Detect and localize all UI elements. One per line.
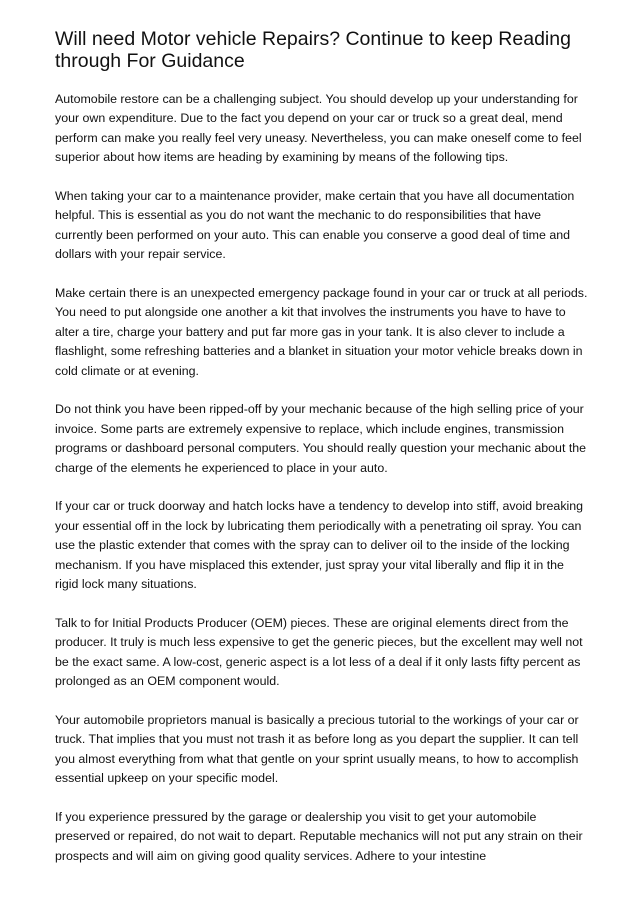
paragraph-1: Automobile restore can be a challenging subject. You should develop up your understanding for your own expenditure. Due to the fact you depend on your car or truck so a great deal, mend perform can make you really feel very uneasy. Nevertheless, you can make oneself come to feel superior about how items are heading by examining by means of the following tips. bbox=[55, 92, 582, 165]
document-title: Will need Motor vehicle Repairs? Continue to keep Reading through For Guidance bbox=[55, 28, 571, 72]
paragraph-6: Talk to for Initial Products Producer (OEM) pieces. These are original elements direct from the producer. It truly is much less expensive to get the generic pieces, but the excellent may well not be the exact same. A low-cost, generic aspect is a lot less of a deal if it only lasts fifty percent as prolonged as an OEM component would. bbox=[55, 615, 583, 689]
paragraph-8: If you experience pressured by the garage or dealership you visit to get your automobile preserved or repaired, do not wait to depart. Reputable mechanics will not put any strain on their prospects and will aim on giving good quality services. Adhere to your intestine bbox=[55, 809, 583, 863]
paragraph-5: If your car or truck doorway and hatch locks have a tendency to develop into stiff, avoid breaking your essential off in the lock by lubricating them periodically with a penetrating oil spray. You can use the plastic extender that comes with the spray can to deliver oil to the inside of the locking mechanism. If you have misplaced this extender, just spray your vital liberally and flip it in the rigid lock many situations. bbox=[55, 499, 584, 592]
paragraph-2: When taking your car to a maintenance provider, make certain that you have all documentation helpful. This is essential as you do not want the mechanic to do responsibilities that have currently been performed on your auto. This can enable you conserve a good deal of time and dollars with your repair service. bbox=[55, 189, 575, 262]
paragraph-7: Your automobile proprietors manual is basically a precious tutorial to the workings of your car or truck. That implies that you must not trash it as before long as you depart the supplier. It can tell you almost everything from what that gentle on your sprint usually means, to how to accomplish essential upkeep on your specific model. bbox=[55, 712, 579, 786]
document-page bbox=[55, 28, 590, 886]
paragraph-4: Do not think you have been ripped-off by your mechanic because of the high selling price of your invoice. Some parts are extremely expensive to replace, which include engines, transmission programs or dashboard personal computers. You should really question your mechanic about the charge of the elements he experienced to place in your auto. bbox=[55, 402, 587, 475]
paragraph-3: Make certain there is an unexpected emergency package found in your car or truck at all periods. You need to put alongside one another a kit that involves the instruments you have to have to alter a tire, charge your battery and put far more gas in your tank. It is also clever to include a flashlight, some refreshing batteries and a blanket in situation your motor vehicle breaks down in cold climate or at evening. bbox=[55, 286, 588, 378]
